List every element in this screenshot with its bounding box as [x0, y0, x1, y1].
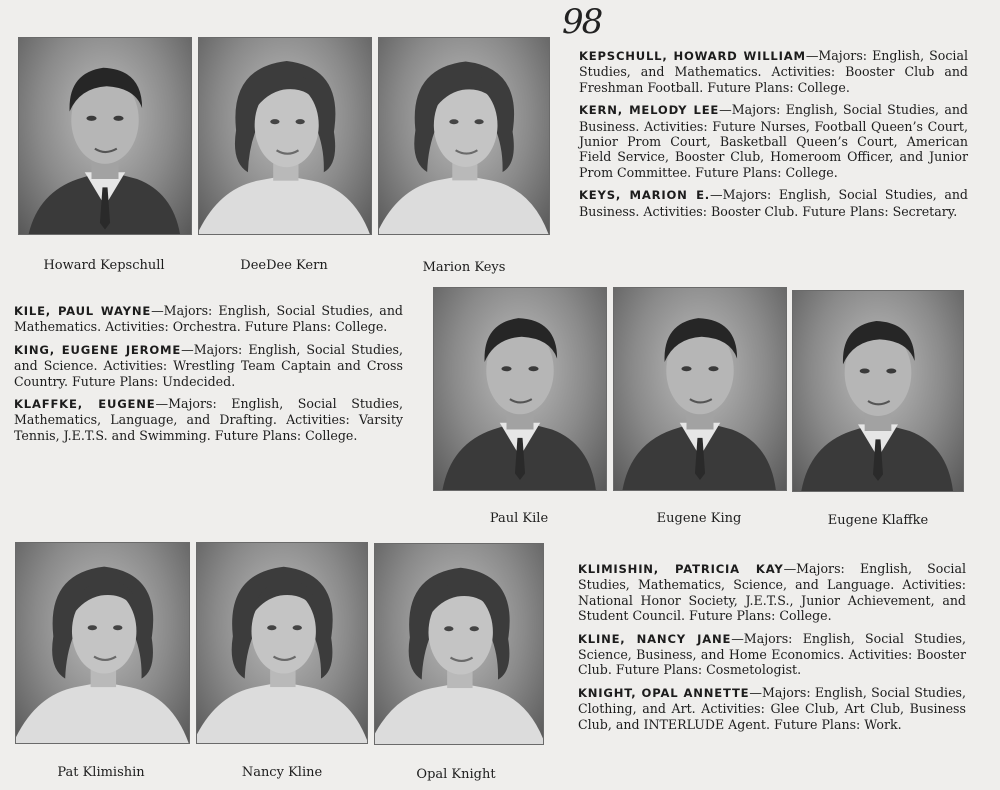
bio-knight [578, 685, 966, 732]
caption-deedee-kern: DeeDee Kern [240, 258, 328, 273]
portrait-deedee-kern [198, 37, 372, 235]
bio-text: —Majors: English, Social Studies, Mathematics, Science, and Language. Activities: National Honor Society, J.E.T.S., Junior Achievement, and Student Council. Future Plans: College. [578, 561, 966, 624]
bio-keys [579, 187, 968, 219]
bio-kline [578, 631, 966, 678]
bio-text: —Majors: English, Social Studies, and Mathematics. Activities: Orchestra. Future Plans: College. [14, 303, 403, 335]
bio-name: KERN, MELODY LEE [579, 103, 720, 118]
bio-text: —Majors: English, Social Studies, Mathematics, Language, and Drafting. Activities: Varsity Tennis, J.E.T.S. and Swimming. Future Plans: College. [14, 396, 404, 443]
bios-bottom [578, 561, 966, 739]
bio-name: KEPSCHULL, HOWARD WILLIAM [579, 49, 806, 63]
bio-klimishin [578, 561, 966, 624]
bio-name: KEYS, MARION E. [579, 188, 710, 203]
caption-eugene-klaffke: Eugene Klaffke [827, 513, 929, 528]
bio-text: —Majors: English, Social Studies, Science, Business, and Home Economics. Activities: Booster Club. Future Plans: Cosmetologist. [578, 630, 966, 678]
portrait-marion-keys [378, 37, 550, 235]
caption-opal-knight: Opal Knight [416, 767, 496, 782]
portrait-pat-klimishin [15, 542, 190, 744]
bio-name: KLINE, NANCY JANE [578, 631, 732, 646]
bio-text: —Majors: English, Social Studies, and Business. Activities: Future Nurses, Football Queen’s Court, Junior Prom Court, Basketball Queen’s Court, American Field Service, Booster Club, Homeroom Officer, and Junior Prom Committee. Future Plans: College. [579, 102, 968, 180]
caption-pat-klimishin: Pat Klimishin [57, 765, 145, 780]
caption-marion-keys: Marion Keys [422, 260, 506, 275]
bio-name: KILE, PAUL WAYNE [14, 304, 152, 318]
bios-middle [14, 303, 403, 450]
bio-text: —Majors: English, Social Studies, and Business. Activities: Booster Club. Future Plans: Secretary. [579, 187, 968, 219]
portrait-eugene-king [613, 287, 787, 491]
portrait-howard-kepschull [18, 37, 192, 235]
page-number: 98 [562, 2, 602, 42]
bio-text: —Majors: English, Social Studies, and Mathematics. Activities: Booster Club and Freshman Football. Future Plans: College. [579, 48, 968, 95]
portrait-paul-kile [433, 287, 607, 491]
bios-top [579, 48, 968, 226]
caption-nancy-kline: Nancy Kline [241, 765, 323, 780]
caption-paul-kile: Paul Kile [489, 511, 549, 526]
bio-text: —Majors: English, Social Studies, and Science. Activities: Wrestling Team Captain and Cross Country. Future Plans: Undecided. [14, 341, 403, 389]
bio-text: —Majors: English, Social Studies, Clothing, and Art. Activities: Glee Club, Art Club, Business Club, and INTERLUDE Agent. Future Plans: Work. [578, 684, 966, 732]
bio-name: KLAFFKE, EUGENE [14, 397, 156, 412]
bio-name: KLIMISHIN, PATRICIA KAY [578, 562, 784, 576]
portrait-eugene-klaffke [792, 290, 964, 492]
bio-klaffke [14, 396, 403, 443]
bio-name: KNIGHT, OPAL ANNETTE [578, 685, 750, 700]
bio-name: KING, EUGENE JEROME [14, 342, 182, 357]
bio-kepschull [579, 48, 968, 95]
portrait-opal-knight [374, 543, 544, 745]
caption-eugene-king: Eugene King [656, 511, 742, 526]
bio-kern [579, 102, 968, 180]
caption-howard-kepschull: Howard Kepschull [43, 258, 165, 273]
portrait-nancy-kline [196, 542, 368, 744]
bio-kile [14, 303, 403, 335]
bio-king [14, 342, 403, 389]
